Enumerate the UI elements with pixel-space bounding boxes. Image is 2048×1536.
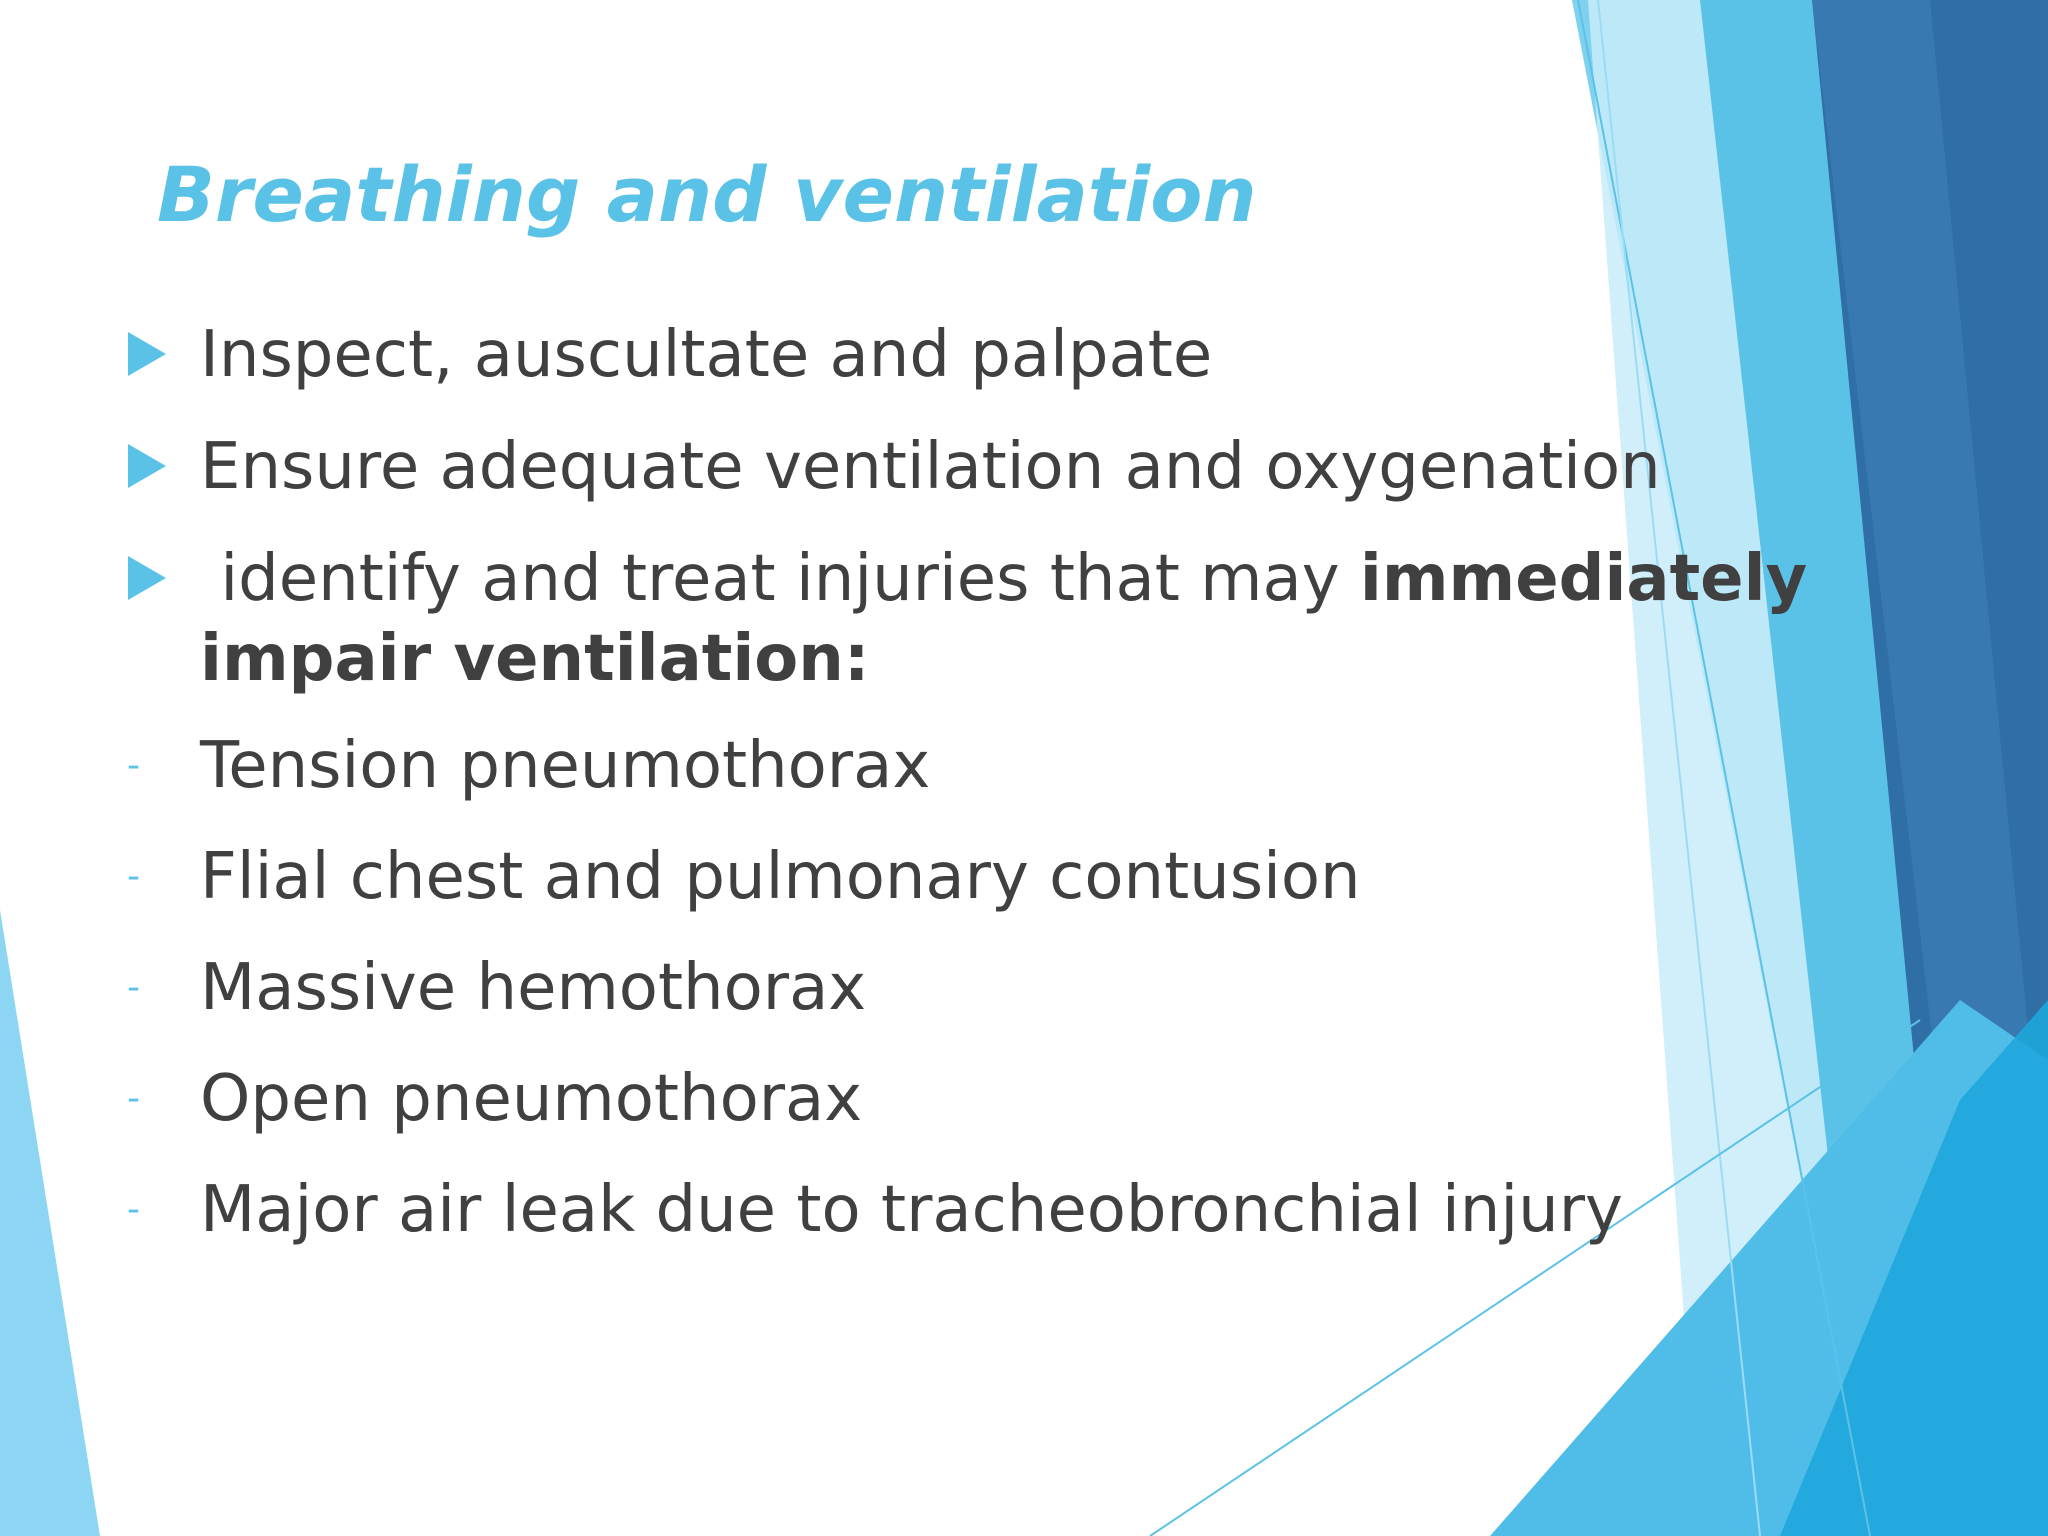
dash-bullet-icon: - [127,967,140,1008]
dash-bullet-icon: - [127,745,140,786]
dash-bullet-icon: - [127,856,140,897]
sub-item [120,837,1623,948]
slide-title: Breathing and ventilation [157,150,1257,239]
bullet-item [120,539,1808,699]
bullet-emphasis-text: immediately impair ventilation: [200,542,1808,696]
sub-item [120,1059,1623,1170]
triangle-bullet-icon [128,332,166,376]
dash-bullet-icon: - [127,1078,140,1119]
bullet-text: identify and treat injuries that may [200,542,1360,616]
dash-bullet-icon: - [127,1189,140,1230]
triangle-bullet-icon [128,444,166,488]
sub-item-text: Tension pneumothorax [200,729,931,803]
sub-item [120,948,1623,1059]
bullet-list [120,315,1808,731]
triangle-bullet-icon [128,556,166,600]
bullet-text: Ensure adequate ventilation and oxygenation [200,430,1661,504]
sub-item [120,726,1623,837]
sub-item-text: Flial chest and pulmonary contusion [200,840,1361,914]
sub-item [120,1170,1623,1281]
bullet-item [120,315,1760,395]
bullet-text: Inspect, auscultate and palpate [200,318,1213,392]
sub-item-list [120,726,1623,1281]
left-edge-shape [0,910,100,1536]
bullet-item [120,427,1760,507]
sub-item-text: Major air leak due to tracheobronchial injury [200,1173,1623,1247]
sub-item-text: Open pneumothorax [200,1062,863,1136]
sub-item-text: Massive hemothorax [200,951,867,1025]
